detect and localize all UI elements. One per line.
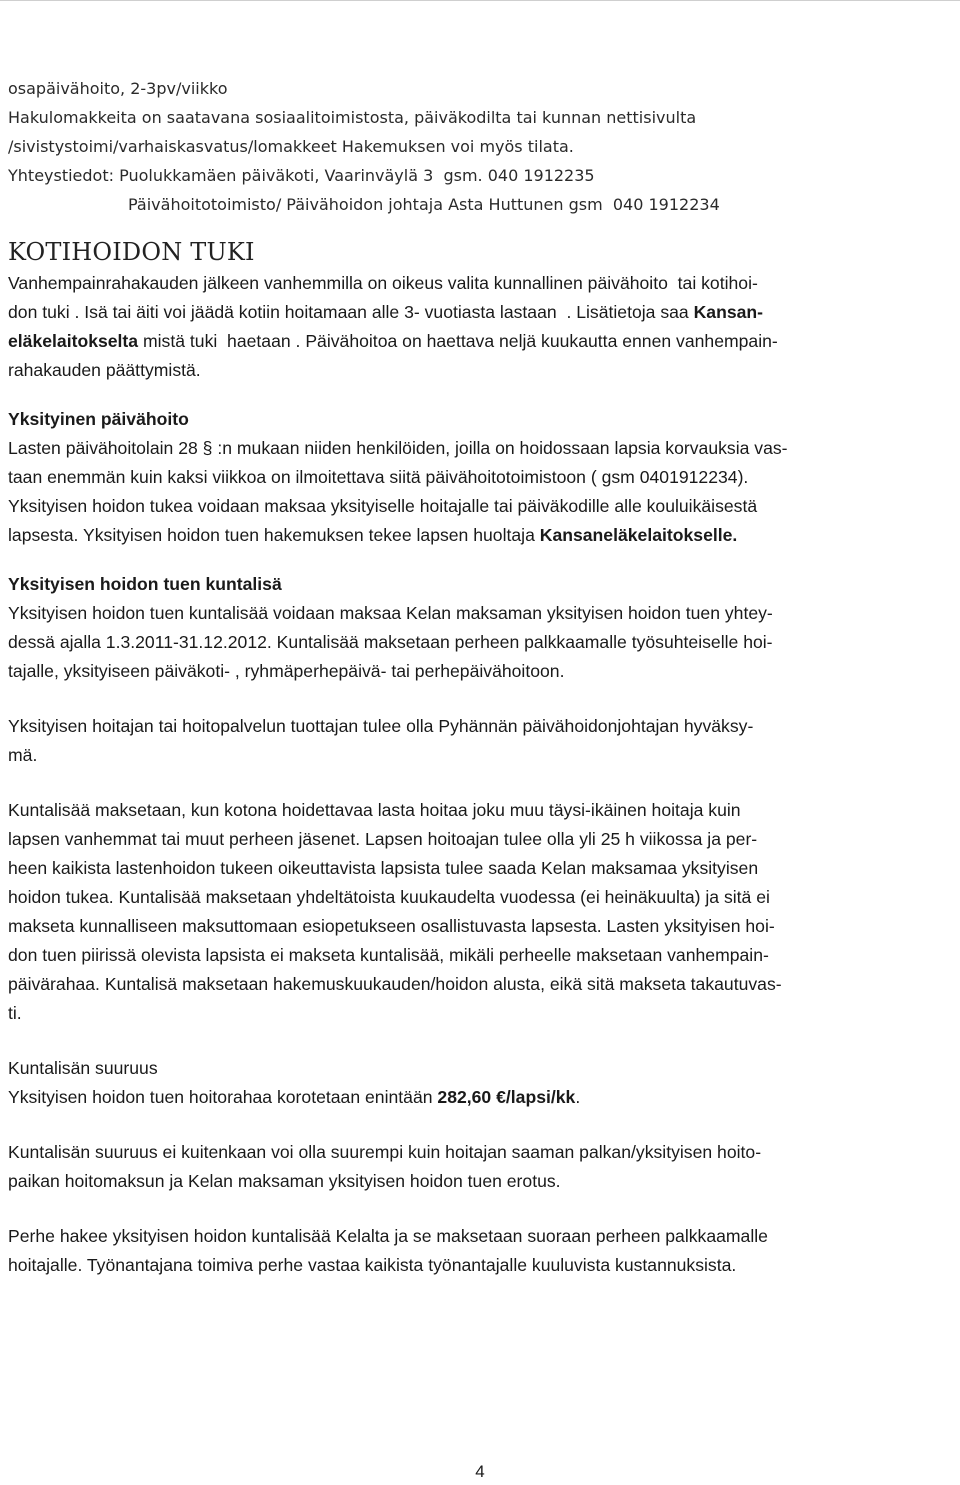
paragraph-line: Yksityisen hoidon tukea voidaan maksaa yksityiselle hoitajalle tai päiväkodille alle kouluikäisestä	[8, 496, 758, 516]
bold-text: Kansan-	[693, 302, 764, 322]
paragraph-line: Perhe hakee yksityisen hoidon kuntalisää Kelalta ja se maksetaan suoraan perheen palkkaamalle	[8, 1226, 768, 1246]
paragraph-line: päivärahaa. Kuntalisä maksetaan hakemuskuukauden/hoidon alusta, eikä sitä makseta takautuvas-	[8, 974, 782, 994]
paragraph-line	[8, 521, 952, 550]
paragraph-line: Lasten päivähoitolain 28 § :n mukaan niiden henkilöiden, joilla on hoidossaan lapsia korvauksia vas-	[8, 438, 788, 458]
text-run: don tuki . Isä tai äiti voi jäädä kotiin hoitamaan alle 3- vuotiasta lastaan . Lisätietoja saa	[8, 302, 694, 322]
intro-line: /sivistystoimi/varhaiskasvatus/lomakkeet Hakemuksen voi myös tilata.	[8, 137, 574, 156]
suuruus-section	[8, 1083, 952, 1280]
bold-text: Kansaneläkelaitokselle.	[539, 525, 738, 545]
text-run: Yksityisen hoidon tuen hoitorahaa korotetaan enintään	[8, 1087, 438, 1107]
yksityinen-heading: Yksityinen päivähoito	[8, 409, 189, 429]
paragraph-line: ti.	[8, 1003, 22, 1023]
paragraph-line: dessä ajalla 1.3.2011-31.12.2012. Kuntalisää maksetaan perheen palkkaamalle työsuhteiselle hoi-	[8, 632, 773, 652]
text-run: lapsesta. Yksityisen hoidon tuen hakemuksen tekee lapsen huoltaja	[8, 525, 540, 545]
top-border	[0, 0, 960, 1]
paragraph-line: Yksityisen hoidon tuen kuntalisää voidaan maksaa Kelan maksaman yksityisen hoidon tuen yhtey-	[8, 603, 773, 623]
contact-line: Yhteystiedot: Puolukkamäen päiväkoti, Vaarinväylä 3 gsm. 040 1912235	[8, 166, 595, 185]
paragraph-line: paikan hoitomaksun ja Kelan maksaman yksityisen hoidon tuen erotus.	[8, 1171, 561, 1191]
amount-value: 282,60 €/lapsi/kk	[437, 1087, 576, 1107]
contact-line: Päivähoitotoimisto/ Päivähoidon johtaja Asta Huttunen gsm 040 1912234	[128, 195, 720, 214]
bold-text: eläkelaitokselta	[8, 331, 139, 351]
yksityinen-section	[8, 434, 952, 550]
paragraph-line	[8, 1083, 952, 1112]
kotihoito-section	[8, 269, 952, 385]
kuntalisa-heading: Yksityisen hoidon tuen kuntalisä	[8, 574, 282, 594]
paragraph-line: Kuntalisää maksetaan, kun kotona hoidettavaa lasta hoitaa joku muu täysi-ikäinen hoitaja kuin	[8, 800, 741, 820]
paragraph-line: heen kaikista lastenhoidon tukeen oikeuttavista lapsista tulee saada Kelan maksamaa yksityisen	[8, 858, 759, 878]
kotihoito-heading: KOTIHOIDON TUKI	[8, 238, 255, 266]
paragraph-line	[8, 327, 952, 356]
paragraph-line: makseta kunnalliseen maksuttomaan esiopetukseen osallistuvasta lapsesta. Lasten yksityisen hoi-	[8, 916, 775, 936]
paragraph-line: hoitajalle. Työnantajana toimiva perhe vastaa kaikista työnantajalle kuuluvista kustannuksista.	[8, 1255, 737, 1275]
paragraph-line: mä.	[8, 745, 38, 765]
paragraph-line	[8, 298, 952, 327]
paragraph-line: Yksityisen hoitajan tai hoitopalvelun tuottajan tulee olla Pyhännän päivähoidonjohtajan hyväksy-	[8, 716, 754, 736]
paragraph-line: Kuntalisän suuruus ei kuitenkaan voi olla suurempi kuin hoitajan saaman palkan/yksityisen hoito-	[8, 1142, 762, 1162]
paragraph-line: hoidon tukea. Kuntalisää maksetaan yhdeltätoista kuukaudelta vuodessa (ei heinäkuulta) ja sitä ei	[8, 887, 770, 907]
paragraph-line: Vanhempainrahakauden jälkeen vanhemmilla on oikeus valita kunnallinen päivähoito tai kotihoi-	[8, 273, 758, 293]
paragraph-line: tajalle, yksityiseen päiväkoti- , ryhmäperhepäivä- tai perhepäivähoitoon.	[8, 661, 565, 681]
kuntalisa-section	[8, 599, 952, 1028]
intro-section	[8, 74, 952, 219]
suuruus-heading: Kuntalisän suuruus	[8, 1058, 158, 1078]
text-run: .	[575, 1087, 581, 1107]
paragraph-line: don tuen piirissä olevista lapsista ei makseta kuntalisää, mikäli perheelle maksetaan vanhempain-	[8, 945, 769, 965]
intro-line: Hakulomakkeita on saatavana sosiaalitoimistosta, päiväkodilta tai kunnan nettisivulta	[8, 108, 697, 127]
text-run: mistä tuki haetaan . Päivähoitoa on haettava neljä kuukautta ennen vanhempain-	[138, 331, 778, 351]
paragraph-line: lapsen vanhemmat tai muut perheen jäsenet. Lapsen hoitoajan tulee olla yli 25 h viikossa ja per-	[8, 829, 758, 849]
paragraph-line: rahakauden päättymistä.	[8, 360, 201, 380]
paragraph-line: taan enemmän kuin kaksi viikkoa on ilmoitettava siitä päivähoitotoimistoon ( gsm 0401912234).	[8, 467, 749, 487]
document-page	[8, 74, 952, 1280]
intro-line: osapäivähoito, 2-3pv/viikko	[8, 79, 228, 98]
page-number: 4	[475, 1462, 485, 1481]
